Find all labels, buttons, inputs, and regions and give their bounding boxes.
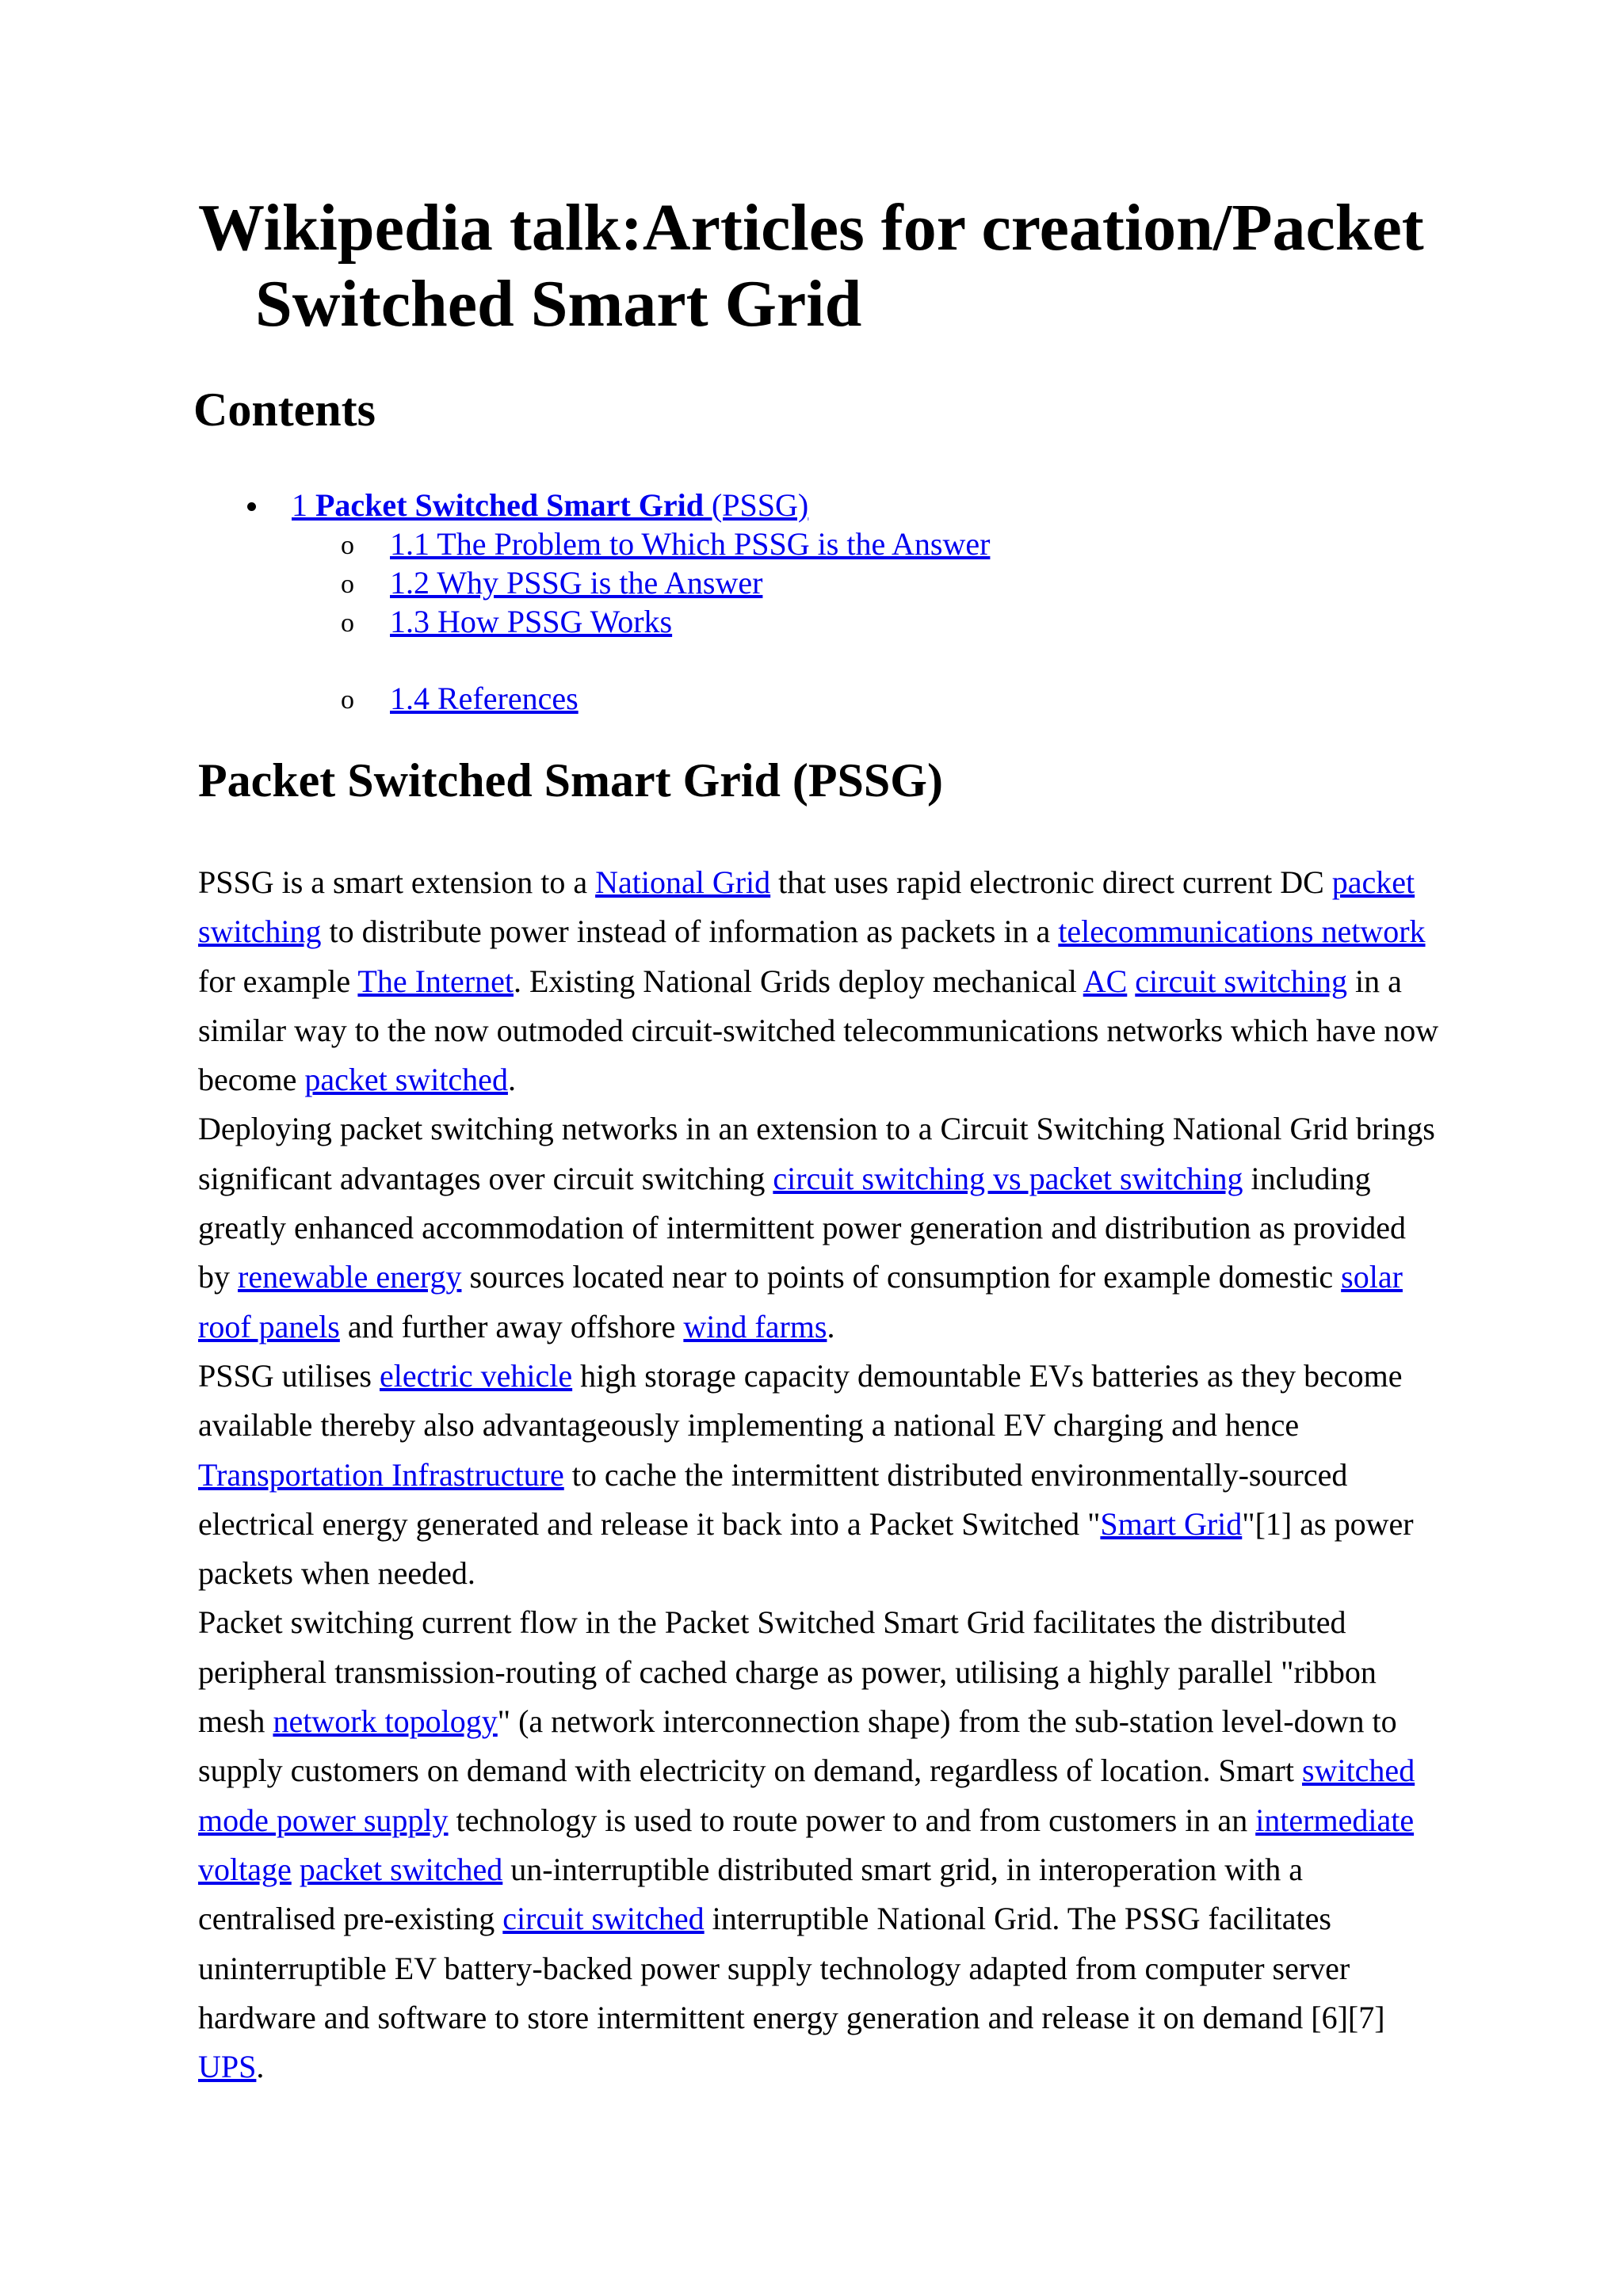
article-body xyxy=(198,858,1442,2092)
link-packet-switched-2[interactable]: packet switched xyxy=(299,1851,503,1887)
text-run xyxy=(292,1852,300,1887)
text-run: interruptible National Grid. The PSSG facilitates uninterruptible EV battery-backed power supply technology adapted from computer server hardware and software to store intermittent energy generation and release it on demand [6][7] xyxy=(198,1901,1385,2035)
circle-bullet-icon: o xyxy=(341,531,354,560)
circle-bullet-icon: o xyxy=(341,608,354,638)
circle-bullet-icon: o xyxy=(341,685,354,715)
text-run: un-interruptible distributed smart grid, in interoperation with a centralised pre-existing xyxy=(198,1851,1304,1937)
link-intermediate-voltage[interactable]: intermediate voltage xyxy=(198,1802,1415,1887)
text-run: . xyxy=(507,1062,516,1098)
link-electric-vehicle[interactable]: electric vehicle xyxy=(379,1357,573,1394)
text-run xyxy=(1127,963,1135,999)
link-smart-grid[interactable]: Smart Grid xyxy=(1100,1505,1243,1542)
text-run: in a similar way to the now outmoded circuit-switched telecommunications networks which have now become xyxy=(198,963,1439,1098)
link-network-topology[interactable]: network topology xyxy=(273,1703,498,1740)
text-run: that uses rapid electronic direct current DC xyxy=(770,864,1332,900)
text-run: PSSG is a smart extension to a xyxy=(198,864,596,900)
link-ac[interactable]: AC xyxy=(1083,963,1128,999)
text-run: including greatly enhanced accommodation of intermittent power generation and distribution as provided by xyxy=(198,1160,1406,1295)
text-run: technology is used to route power to and from customers in an xyxy=(448,1802,1256,1838)
text-run: " (a network interconnection shape) from the sub-station level-down to supply customers on demand with electricity on demand, regardless of location. Smart xyxy=(198,1703,1397,1789)
link-transportation-infrastructure[interactable]: Transportation Infrastructure xyxy=(198,1456,564,1493)
text-run: . Existing National Grids deploy mechanical xyxy=(513,963,1083,999)
link-switched-mode-power-supply[interactable]: switched mode power supply xyxy=(198,1753,1415,1838)
text-run: Packet switching current flow in the Packet Switched Smart Grid facilitates the distributed peripheral transmission-routing of cached charge as power, utilising a highly parallel "ribbon mesh xyxy=(198,1604,1377,1740)
toc-link-1-3[interactable]: 1.3 How PSSG Works xyxy=(390,604,673,639)
link-wind-farms[interactable]: wind farms xyxy=(683,1308,827,1344)
link-ups[interactable]: UPS xyxy=(198,2049,257,2085)
link-solar-roof-panels[interactable]: solar roof panels xyxy=(198,1259,1403,1344)
text-run: to distribute power instead of information as packets in a xyxy=(321,913,1059,950)
toc-link-1-1[interactable]: 1.1 The Problem to Which PSSG is the Answer xyxy=(390,526,991,562)
text-run: "[1] as power packets when needed. xyxy=(198,1505,1414,1592)
toc-link-1-title-rest: (PSSG) xyxy=(703,487,809,523)
paragraph-4 xyxy=(198,1598,1442,2092)
text-run: sources located near to points of consumption for example domestic xyxy=(461,1259,1342,1295)
link-renewable-energy[interactable]: renewable energy xyxy=(238,1259,462,1295)
link-circuit-switching[interactable]: circuit switching xyxy=(1135,963,1347,999)
text-run: high storage capacity demountable EVs batteries as they become available thereby also advantageously implementing a national EV charging and hence xyxy=(198,1357,1403,1444)
text-run: Deploying packet switching networks in an extension to a Circuit Switching National Grid brings significant advantages over circuit switching xyxy=(198,1111,1435,1196)
text-run: PSSG utilises xyxy=(198,1357,380,1394)
link-the-internet[interactable]: The Internet xyxy=(357,963,514,999)
page-title: Wikipedia talk:Articles for creation/Packet Switched Smart Grid xyxy=(198,191,1424,341)
link-circuit-vs-packet-switching[interactable]: circuit switching vs packet switching xyxy=(773,1160,1243,1196)
toc-link-1[interactable] xyxy=(292,486,808,524)
link-telecommunications-network[interactable]: telecommunications network xyxy=(1058,913,1426,950)
contents-heading: Contents xyxy=(193,383,376,436)
text-run: for example xyxy=(198,963,358,999)
paragraph-1 xyxy=(198,858,1442,1104)
link-packet-switching[interactable]: packet switching xyxy=(198,864,1415,950)
section-heading: Packet Switched Smart Grid (PSSG) xyxy=(198,754,943,807)
link-circuit-switched[interactable]: circuit switched xyxy=(502,1901,705,1937)
text-run: . xyxy=(256,2049,265,2085)
link-packet-switched[interactable]: packet switched xyxy=(304,1062,508,1098)
paragraph-3 xyxy=(198,1352,1442,1598)
paragraph-2 xyxy=(198,1104,1442,1351)
link-national-grid[interactable]: National Grid xyxy=(595,864,771,900)
toc-link-1-2[interactable]: 1.2 Why PSSG is the Answer xyxy=(390,565,763,601)
toc-link-1-4[interactable]: 1.4 References xyxy=(390,681,579,716)
toc-link-1-number: 1 xyxy=(292,487,307,523)
disc-bullet-icon xyxy=(247,502,256,511)
text-run: to cache the intermittent distributed environmentally-sourced electrical energy generated and release it back into a Packet Switched " xyxy=(198,1456,1348,1542)
text-run: . xyxy=(827,1308,835,1344)
text-run: and further away offshore xyxy=(339,1308,684,1344)
circle-bullet-icon: o xyxy=(341,570,354,599)
toc-link-1-title-bold: Packet Switched Smart Grid xyxy=(315,487,704,523)
